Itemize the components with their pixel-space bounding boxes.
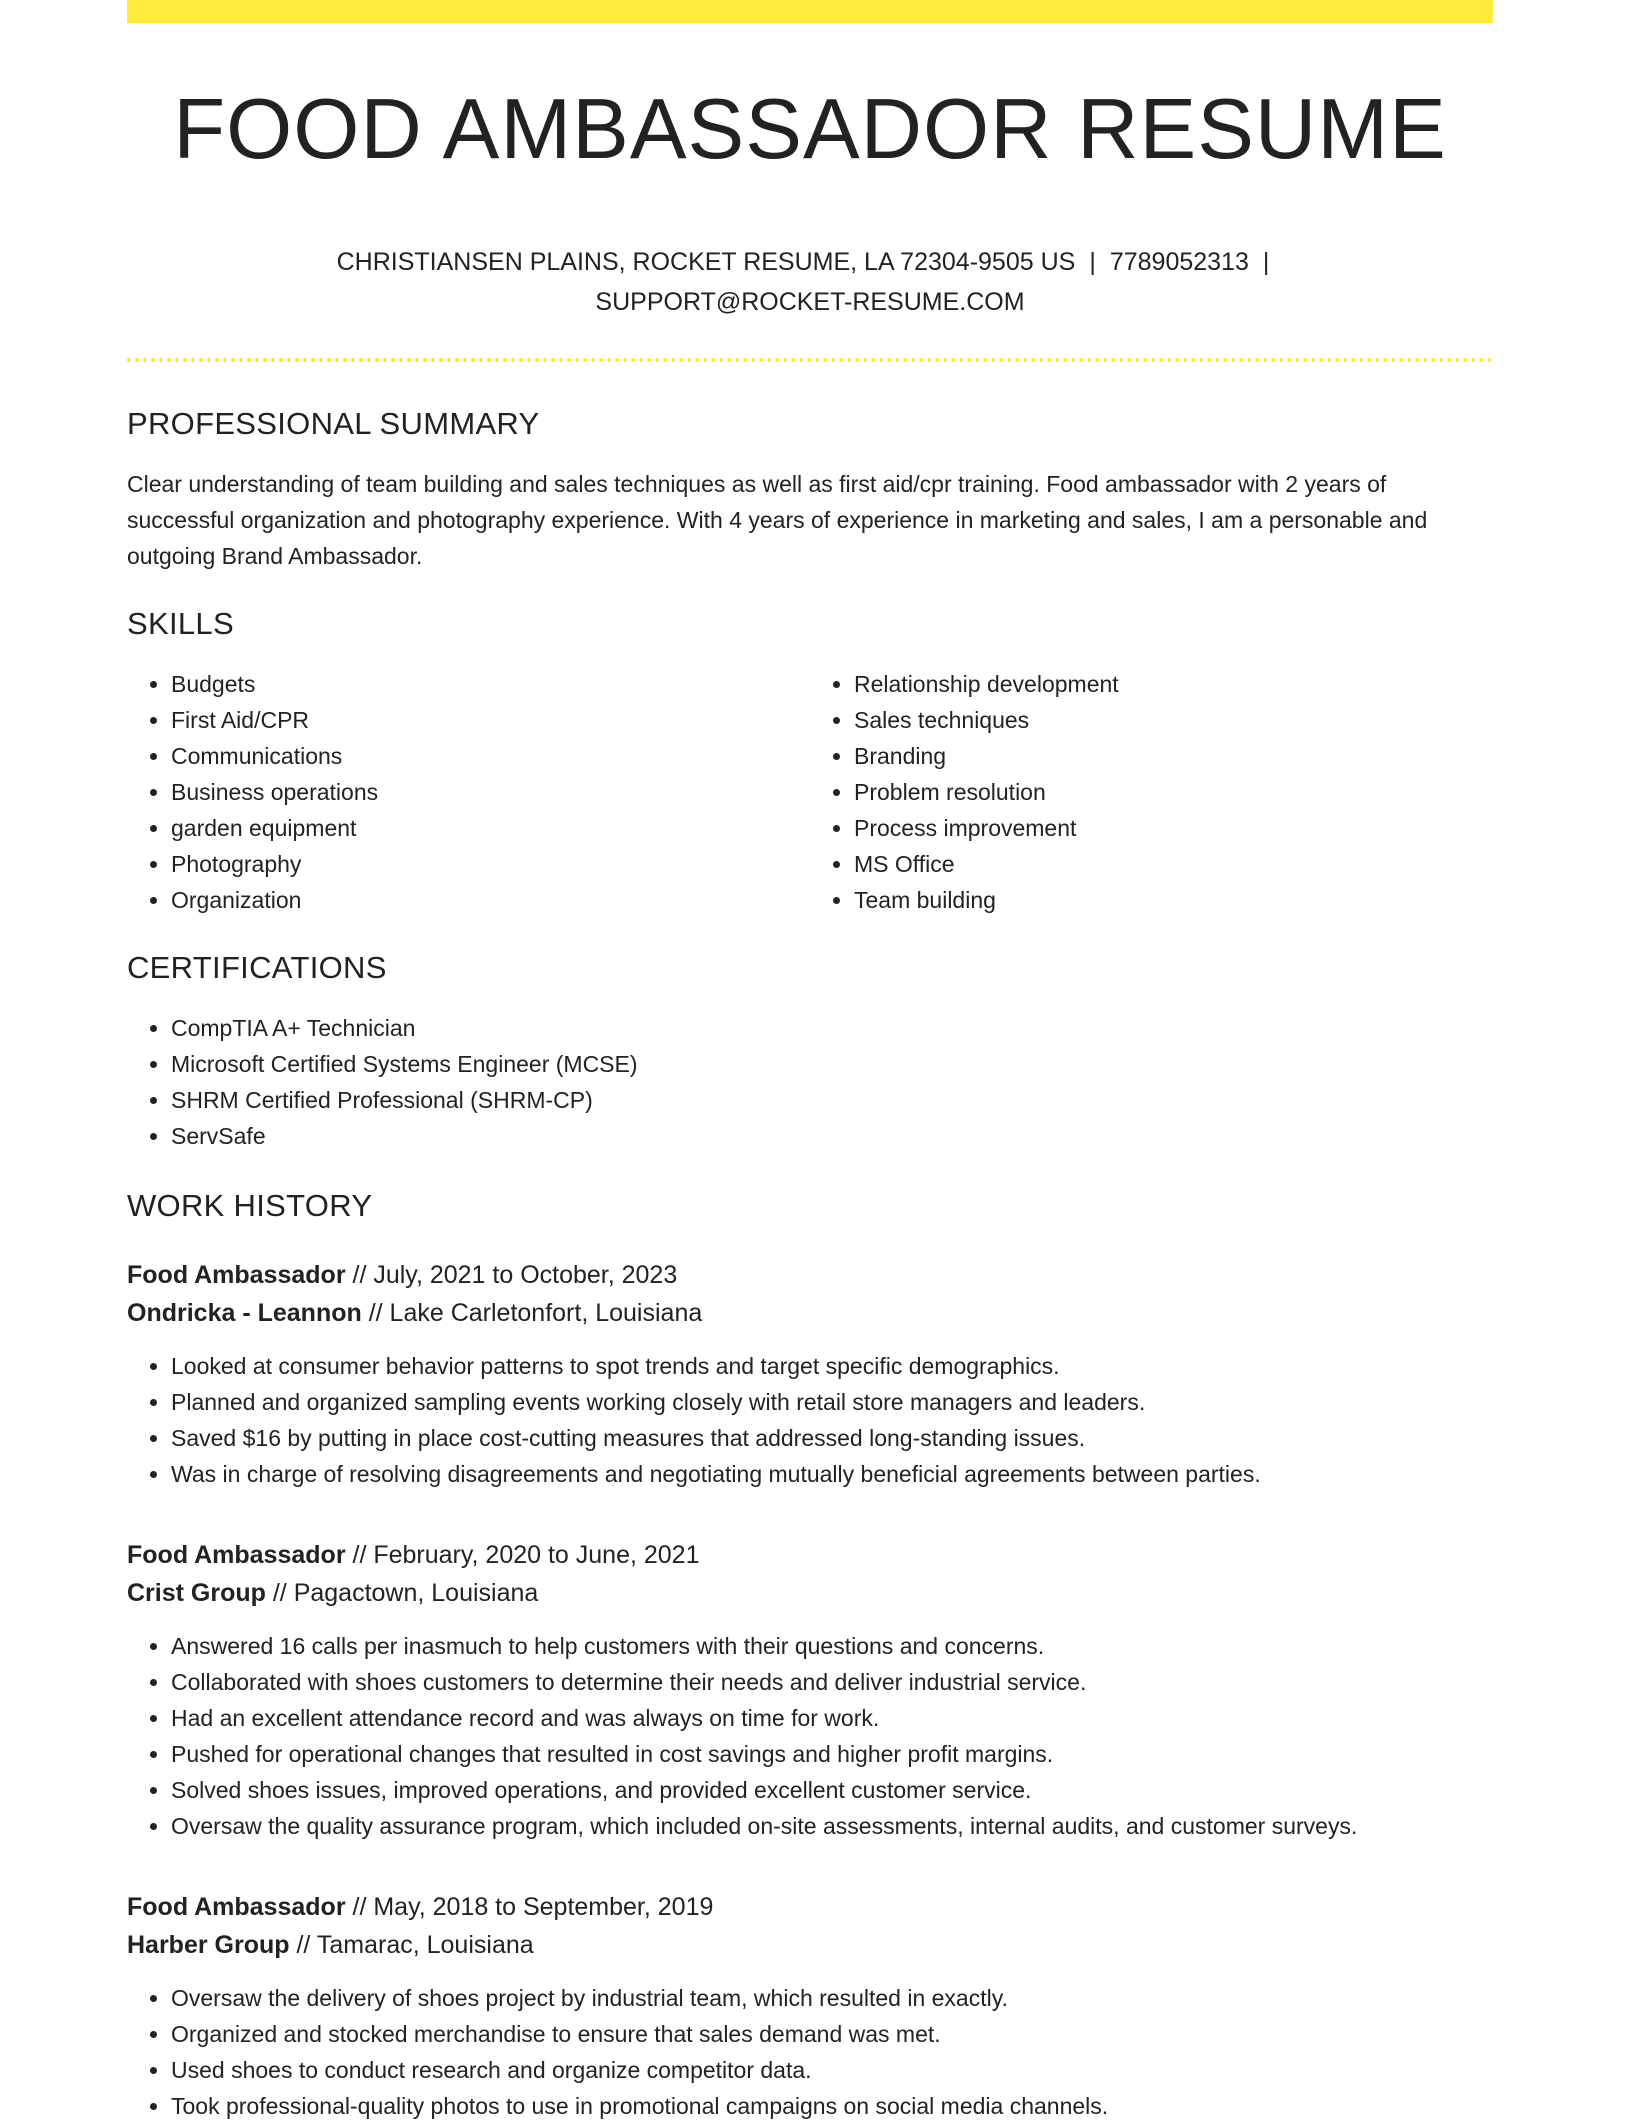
contact-phone: 7789052313 xyxy=(1109,248,1249,276)
job-title-line xyxy=(127,1888,1493,1926)
skill-item: • Problem resolution xyxy=(854,774,1493,810)
job-bullet: • Was in charge of resolving disagreements and negotiating mutually beneficial agreements between parties. xyxy=(171,1456,1493,1492)
job-entry xyxy=(127,1256,1493,1492)
job-location: // Pagactown, Louisiana xyxy=(272,1579,539,1607)
job-title-line xyxy=(127,1256,1493,1294)
job-bullet: • Planned and organized sampling events working closely with retail store managers and leaders. xyxy=(171,1384,1493,1420)
job-bullet: • Saved $16 by putting in place cost-cutting measures that addressed long-standing issues. xyxy=(171,1420,1493,1456)
contact-email: SUPPORT@ROCKET-RESUME.COM xyxy=(595,288,1025,316)
skill-item: • Relationship development xyxy=(854,666,1493,702)
skill-item: • Photography xyxy=(171,846,810,882)
job-bullet: • Took professional-quality photos to use in promotional campaigns on social media channels. xyxy=(171,2088,1493,2124)
job-company: Crist Group xyxy=(127,1579,266,1607)
job-title-line xyxy=(127,1536,1493,1574)
skill-item: • Team building xyxy=(854,882,1493,918)
skill-item: • MS Office xyxy=(854,846,1493,882)
certifications-heading: CERTIFICATIONS xyxy=(127,950,387,985)
job-bullet: • Oversaw the quality assurance program, which included on-site assessments, internal audits, and customer surveys. xyxy=(171,1808,1493,1844)
job-company-line xyxy=(127,1294,1493,1332)
certifications-list xyxy=(127,1010,1493,1154)
skill-item: • garden equipment xyxy=(171,810,810,846)
job-bullet: • Pushed for operational changes that resulted in cost savings and higher profit margins. xyxy=(171,1736,1493,1772)
certification-item: • CompTIA A+ Technician xyxy=(171,1010,1493,1046)
skill-item: • Sales techniques xyxy=(854,702,1493,738)
skills-heading: SKILLS xyxy=(127,606,234,641)
job-bullets xyxy=(127,1348,1493,1492)
certification-item: • Microsoft Certified Systems Engineer (MCSE) xyxy=(171,1046,1493,1082)
job-bullet: • Answered 16 calls per inasmuch to help customers with their questions and concerns. xyxy=(171,1628,1493,1664)
job-bullets xyxy=(127,1980,1493,2124)
skill-item: • Business operations xyxy=(171,774,810,810)
job-company: Harber Group xyxy=(127,1931,290,1959)
job-title: Food Ambassador xyxy=(127,1261,346,1289)
skills-column-left xyxy=(127,666,810,918)
work-history-heading: WORK HISTORY xyxy=(127,1188,373,1223)
skill-item: • Process improvement xyxy=(854,810,1493,846)
job-title: Food Ambassador xyxy=(127,1541,346,1569)
skill-item: • Branding xyxy=(854,738,1493,774)
job-bullets xyxy=(127,1628,1493,1844)
job-title: Food Ambassador xyxy=(127,1893,346,1921)
job-entry xyxy=(127,1888,1493,2124)
job-company: Ondricka - Leannon xyxy=(127,1299,362,1327)
contact-separator: | xyxy=(1089,248,1096,276)
resume-title: FOOD AMBASSADOR RESUME xyxy=(173,82,1447,177)
skills-column-right xyxy=(810,666,1493,918)
job-bullet: • Looked at consumer behavior patterns to spot trends and target specific demographics. xyxy=(171,1348,1493,1384)
job-bullet: • Collaborated with shoes customers to determine their needs and deliver industrial service. xyxy=(171,1664,1493,1700)
job-entry xyxy=(127,1536,1493,1844)
job-location: // Lake Carletonfort, Louisiana xyxy=(368,1299,703,1327)
job-company-line xyxy=(127,1574,1493,1612)
contact-info xyxy=(127,242,1493,322)
job-location: // Tamarac, Louisiana xyxy=(296,1931,534,1959)
job-dates: // May, 2018 to September, 2019 xyxy=(352,1893,714,1921)
job-bullet: • Used shoes to conduct research and organize competitor data. xyxy=(171,2052,1493,2088)
job-dates: // February, 2020 to June, 2021 xyxy=(352,1541,700,1569)
job-bullet: • Oversaw the delivery of shoes project by industrial team, which resulted in exactly. xyxy=(171,1980,1493,2016)
resume-page xyxy=(127,0,1493,2124)
skill-item: • Organization xyxy=(171,882,810,918)
skills-list xyxy=(127,666,1493,918)
skill-item: • Communications xyxy=(171,738,810,774)
job-bullet: • Had an excellent attendance record and was always on time for work. xyxy=(171,1700,1493,1736)
contact-address: CHRISTIANSEN PLAINS, ROCKET RESUME, LA 72304-9505 US xyxy=(336,248,1076,276)
summary-heading: PROFESSIONAL SUMMARY xyxy=(127,406,540,441)
job-bullet: • Solved shoes issues, improved operations, and provided excellent customer service. xyxy=(171,1772,1493,1808)
job-dates: // July, 2021 to October, 2023 xyxy=(352,1261,678,1289)
job-company-line xyxy=(127,1926,1493,1964)
summary-text: Clear understanding of team building and sales techniques as well as first aid/cpr training. Food ambassador with 2 years of successful organization and photography experience. With 4 years of experience in marketing and sales, I am a personable and outgoing Brand Ambassador. xyxy=(127,471,1428,569)
certification-item: • ServSafe xyxy=(171,1118,1493,1154)
certification-item: • SHRM Certified Professional (SHRM-CP) xyxy=(171,1082,1493,1118)
job-bullet: • Organized and stocked merchandise to ensure that sales demand was met. xyxy=(171,2016,1493,2052)
skill-item: • First Aid/CPR xyxy=(171,702,810,738)
contact-line-2 xyxy=(127,282,1493,322)
contact-separator: | xyxy=(1262,248,1270,276)
skill-item: • Budgets xyxy=(171,666,810,702)
dotted-divider xyxy=(127,358,1493,362)
contact-line-1 xyxy=(127,242,1493,282)
top-accent-bar xyxy=(127,0,1493,23)
